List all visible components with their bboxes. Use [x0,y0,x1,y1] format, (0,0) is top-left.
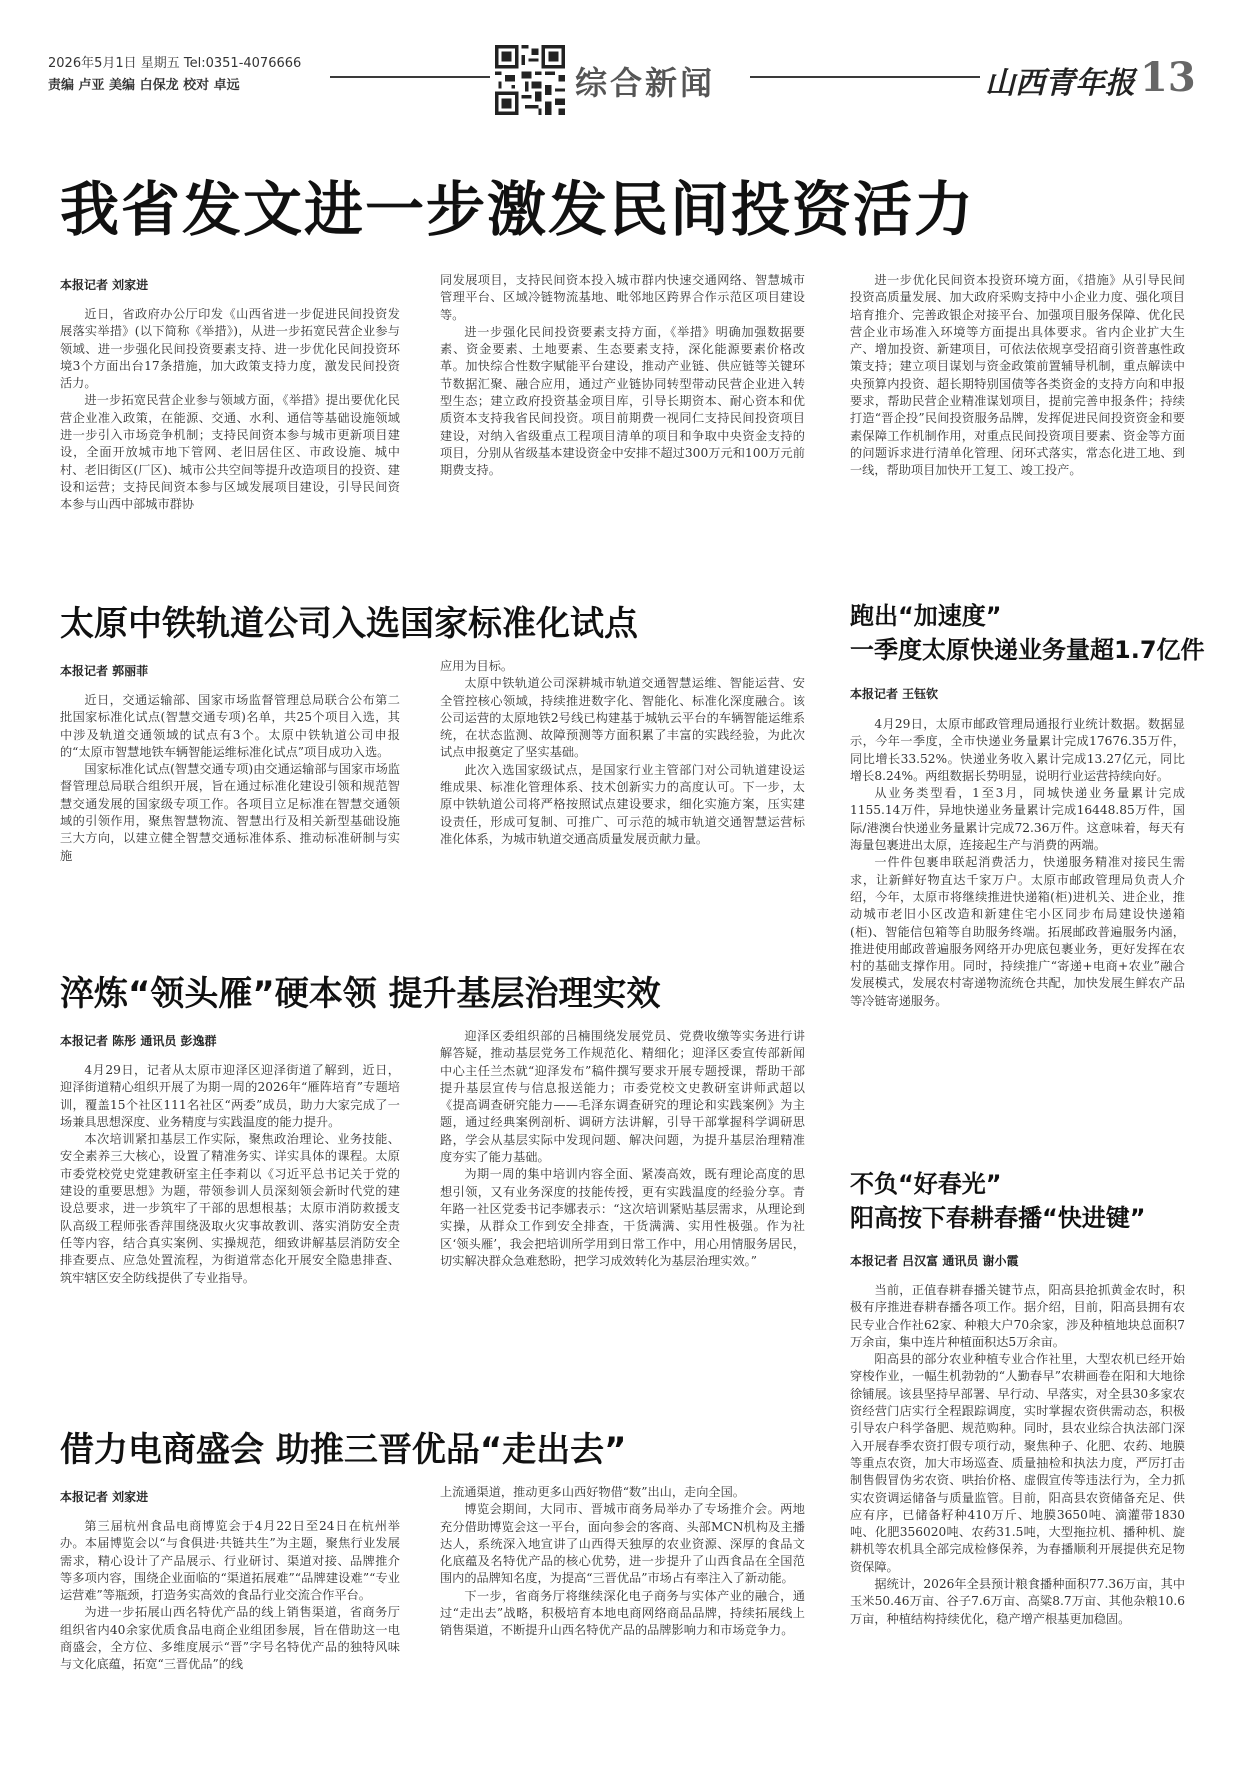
spring-byline: 本报记者 吕汉富 通讯员 谢小霞 [850,1254,1019,1268]
ecommerce-column-1 [60,1518,400,1744]
goose-headline: 淬炼“领头雁”硬本领 提升基层治理实效 [60,974,661,1014]
paragraph: 应用为目标。 [440,659,514,673]
rail-byline: 本报记者 郭丽菲 [60,664,149,678]
paragraph: 迎泽区委组织部的吕楠围绕发展党员、党费收缴等实务进行讲解答疑，推动基层党务工作规范化、精细化；迎泽区委宣传部新闻中心主任兰杰就“迎泽发布”稿件撰写要求开展专题授课，帮助干部提升基层宣传与信息报送能力；市委党校文史教研室讲师武超以《提高调查研究能力——毛泽东调查研究的理论和实践案例》为主题，通过经典案例剖析、调研方法讲解，引导干部掌握科学调研思路，学会从基层实际中发现问题、解决问题，为提升基层治理精准度夯实了能力基础。 [440,1029,805,1165]
paragraph: 太原中铁轨道公司深耕城市轨道交通智慧运维、智能运营、安全管控核心领域，持续推进数字化、智能化、标准化深度融合。该公司运营的太原地铁2号线已构建基于城轨云平台的车辆智能运维系统，在状态监测、故障预测等方面积累了丰富的实践经验，为此次试点申报奠定了坚实基础。 [440,676,805,760]
header-rule-right [750,76,980,78]
ecommerce-byline: 本报记者 刘家进 [60,1490,149,1504]
paragraph: 本次培训紧扣基层工作实际，聚焦政治理论、业务技能、安全素养三大核心，设置了精准务实、详实具体的课程。太原市委党校党史党建教研室主任李莉以《习近平总书记关于党的建设的重要思想》为题，带领参训人员深刻领会新时代党的建设总要求，进一步筑牢了干部的思想根基；太原市消防救援支队高级工程师张香萍围绕汲取火灾事故教训、落实消防安全责任等内容，结合真实案例、实操规范，细致讲解基层消防安全排查要点、应急处置流程，为街道常态化开展安全隐患排查、筑牢辖区安全防线提供了专业指导。 [60,1132,400,1285]
goose-column-1 [60,1062,400,1382]
paragraph: 近日，省政府办公厅印发《山西省进一步促进民间投资发展落实举措》(以下简称《举措》)，从进一步拓宽民营企业参与领域、进一步强化民间投资要素支持、进一步优化民间投资环境3个方面出台17条措施，加大政策支持力度，激发民间投资活力。 [60,307,400,391]
paragraph: 当前，正值春耕春播关键节点，阳高县抢抓黄金农时，积极有序推进春耕春播各项工作。据介绍，目前，阳高县拥有农民专业合作社62家、种粮大户70余家，涉及种植地块总面积7万余亩，集中连片种植面积达5万余亩。 [850,1283,1185,1349]
rail-headline: 太原中铁轨道公司入选国家标准化试点 [60,604,638,644]
lead-headline: 我省发文进一步激发民间投资活力 [60,175,976,244]
goose-column-2 [440,1028,805,1382]
editors-line: 责编 卢亚 美编 白保龙 校对 卓远 [48,78,240,93]
paragraph: 阳高县的部分农业种植专业合作社里，大型农机已经开始穿梭作业，一幅生机勃勃的“人勤春早”农耕画卷在阳和大地徐徐铺展。该县坚持早部署、早行动、早落实，对全县30多家农资经营门店实行全程跟踪调度，实时掌握农资供需动态，积极引导农户科学备肥、规范购种。同时，县农业综合执法部门深入开展春季农资打假专项行动，聚焦种子、化肥、农药、地膜等重点农资，加大市场巡查、质量抽检和执法力度，严厉打击制售假冒伪劣农资、哄抬价格、虚假宣传等违法行为，全力抓实农资调运储备与质量监管。目前，阳高县农资储备充足、供应有序，已储备籽种410万斤、地膜3650吨、滴灌带1830吨、化肥356020吨、农药31.5吨，大型拖拉机、播种机、旋耕机等农机具全部完成检修保养，为春播顺利开展提供充足物资保障。 [850,1352,1185,1574]
express-headline-1: 跑出“加速度” [850,602,1002,630]
rail-column-2 [440,658,805,934]
paragraph: 4月29日，记者从太原市迎泽区迎泽街道了解到，近日，迎泽街道精心组织开展了为期一周的2026年“雁阵培育”专题培训，覆盖15个社区111名社区“两委”成员，助力大家完成了一场兼具思想深度、业务精度与实践温度的能力提升。 [60,1063,400,1129]
lead-column-2 [440,272,805,536]
paragraph: 从业务类型看，1至3月，同城快递业务量累计完成1155.14万件，异地快递业务量累计完成16448.85万件，国际/港澳台快递业务量累计完成72.36万件。这意味着，每天有海量包裹进出太原，连接起生产与消费的两端。 [850,786,1185,853]
express-headline-2: 一季度太原快递业务量超1.7亿件 [850,636,1205,664]
paragraph: 进一步强化民间投资要素支持方面，《举措》明确加强数据要素、资金要素、土地要素、生态要素支持，深化能源要素价格改革。加快综合性数字赋能平台建设，推动产业链、供应链等关键环节数据汇聚、融合应用，通过产业链协同转型带动民营企业进入转型生态；建立政府投资基金项目库，引导长期资本、耐心资本和优质资本支持我省民间投资。项目前期费一视同仁支持民间投资项目建设，对纳入省级重点工程项目清单的项目和争取中央资金支持的项目，分别从省级基本建设资金中安排不超过300万元和100万元前期费支持。 [440,324,805,478]
lead-byline: 本报记者 刘家进 [60,278,149,292]
paragraph: 同发展项目，支持民间资本投入城市群内快速交通网络、智慧城市管理平台、区域冷链物流基地、毗邻地区跨界合作示范区项目建设等。 [440,273,805,322]
paragraph: 据统计，2026年全县预计粮食播种面积77.36万亩，其中玉米50.46万亩、谷子7.6万亩、高粱8.7万亩、其他杂粮10.6万亩，种植结构持续优化，稳产增产根基更加稳固。 [850,1577,1185,1626]
paragraph: 4月29日，太原市邮政管理局通报行业统计数据。数据显示，今年一季度，全市快递业务量累计完成17676.35万件，同比增长33.52%。快递业务收入累计完成13.27亿元，同比增长8.24%。两组数据长势明显，说明行业运营持续向好。 [850,717,1185,783]
paragraph: 进一步优化民间资本投资环境方面，《措施》从引导民间投资高质量发展、加大政府采购支持中小企业力度、强化项目培育推介、完善政银企对接平台、加强项目服务保障、优化民营企业市场准入环境等方面提出具体要求。省内企业扩大生产、增加投资、新建项目，可依法依规享受招商引资普惠性政策支持；建立项目谋划与资金政策前置辅导机制，重点解读中央预算内投资、超长期特别国债等各类资金的支持方向和申报要求，帮助民营企业精准谋划项目，提前完善申报条件；持续打造“晋企投”民间投资服务品牌，发挥促进民间投资资金和要素保障工作机制作用，对重点民间投资项目要素、资金等方面的问题诉求进行清单化管理、闭环式落实，常态化进工地、到一线，帮助项目加快开工复工、竣工投产。 [850,273,1185,478]
masthead-logo: 山西青年报 [985,66,1135,101]
paragraph: 进一步拓宽民营企业参与领域方面，《举措》提出要优化民营企业准入政策，在能源、交通、水利、通信等基础设施领域进一步引入市场竞争机制；支持民间资本参与城市更新项目建设，全面开放城市地下管网、老旧居住区、市政设施、城中村、老旧街区(厂区)、城市公共空间等提升改造项目的投资、建设和运营；支持民间资本参与区域发展项目建设，引导民间资本参与山西中部城市群协 [60,393,400,512]
paragraph: 此次入选国家级试点，是国家行业主管部门对公司轨道建设运维成果、标准化管理体系、技术创新实力的高度认可。下一步，太原中铁轨道公司将严格按照试点建设要求，细化实施方案，压实建设责任，形成可复制、可推广、可示范的城市轨道交通智慧运营标准化体系，为城市轨道交通高质量发展贡献力量。 [440,762,805,846]
paragraph: 近日，交通运输部、国家市场监督管理总局联合公布第二批国家标准化试点(智慧交通专项)名单，共25个项目入选，其中涉及轨道交通领域的试点有3个。太原中铁轨道公司申报的“太原市智慧地铁车辆智能运维标准化试点”项目成功入选。 [60,693,400,759]
goose-byline: 本报记者 陈彤 通讯员 彭逸群 [60,1034,217,1048]
lead-column-1 [60,306,400,546]
paragraph: 下一步，省商务厅将继续深化电子商务与实体产业的融合，通过“走出去”战略，积极培育本地电商网络商品品牌，持续拓展线上销售渠道，不断提升山西名特优产品的品牌影响力和市场竞争力。 [440,1588,805,1638]
express-byline: 本报记者 王钰钦 [850,687,939,701]
spring-headline-2: 阳高按下春耕春播“快进键” [850,1204,1146,1232]
paragraph: 上流通渠道，推动更多山西好物借“数”出山，走向全国。 [440,1485,745,1499]
ecommerce-headline: 借力电商盛会 助推三晋优品“走出去” [60,1430,627,1470]
paragraph: 国家标准化试点(智慧交通专项)由交通运输部与国家市场监督管理总局联合组织开展，旨在通过标准化建设引领和规范智慧交通发展的国家级专项工作。各项目立足标准在智慧交通领域的引领作用，聚焦智慧物流、智慧出行及相关新型基础设施三大方向，以建立健全智慧交通标准体系、推动标准研制与实施 [60,762,400,863]
date-line: 2026年5月1日 星期五 Tel:0351-4076666 [48,56,302,71]
spring-headline-1: 不负“好春光” [850,1170,1002,1198]
page-number: 13 [1140,54,1196,101]
paragraph: 为期一周的集中培训内容全面、紧凑高效，既有理论高度的思想引领，又有业务深度的技能传授，更有实践温度的经验分享。青年路一社区党委书记李娜表示：“这次培训紧贴基层需求，从理论到实操，从群众工作到安全排查，干货满满、实用性极强。作为社区‘领头雁’，我会把培训所学用到日常工作中，用心用情服务居民，切实解决群众急难愁盼，把学习成效转化为基层治理实效。” [440,1167,805,1268]
express-column [850,716,1185,1116]
header-rule-left [330,76,490,78]
paragraph: 一件件包裹串联起消费活力，快递服务精准对接民生需求，让新鲜好物直达千家万户。太原市邮政管理局负责人介绍，今年，太原市将继续推进快递箱(柜)进机关、进企业，推动城市老旧小区改造和新建住宅小区同步布局建设快递箱(柜)、智能信包箱等自助服务终端。拓展邮政普遍服务内涵，推进使用邮政普遍服务网络开办兜底包裹业务，更好发挥在农村的基础支撑作用。同时，持续推广“寄递+电商+农业”融合发展模式，发展农村寄递物流统仓共配，加快发展生鲜农产品等冷链寄递服务。 [850,855,1185,1008]
spring-column [850,1282,1185,1744]
section-name: 综合新闻 [575,64,716,102]
paragraph: 第三届杭州食品电商博览会于4月22日至24日在杭州举办。本届博览会以“与食俱进·共链共生”为主题，聚焦行业发展需求，精心设计了产品展示、行业研讨、渠道对接、品牌推介等多项内容，围绕企业面临的“渠道拓展难”“品牌建设难”“专业运营难”等瓶颈，打造务实高效的食品行业交流合作平台。 [60,1519,400,1603]
qr-code-icon [495,45,565,115]
paragraph: 为进一步拓展山西名特优产品的线上销售渠道，省商务厅组织省内40余家优质食品电商企业组团参展，旨在借助这一电商盛会，全方位、多维度展示“晋”字号名特优产品的独特风味与文化底蕴，拓宽“三晋优品”的线 [60,1605,400,1672]
rail-column-1 [60,692,400,932]
paragraph: 博览会期间，大同市、晋城市商务局举办了专场推介会。两地充分借助博览会这一平台，面向参会的客商、头部MCN机构及主播达人，系统深入地宣讲了山西得天独厚的农业资源、深厚的食品文化底蕴及名特优产品的核心优势，进一步提升了山西食品在全国范围内的品牌知名度，为提高“三晋优品”市场占有率注入了新动能。 [440,1502,805,1586]
lead-column-3 [850,272,1185,536]
ecommerce-column-2 [440,1484,805,1744]
